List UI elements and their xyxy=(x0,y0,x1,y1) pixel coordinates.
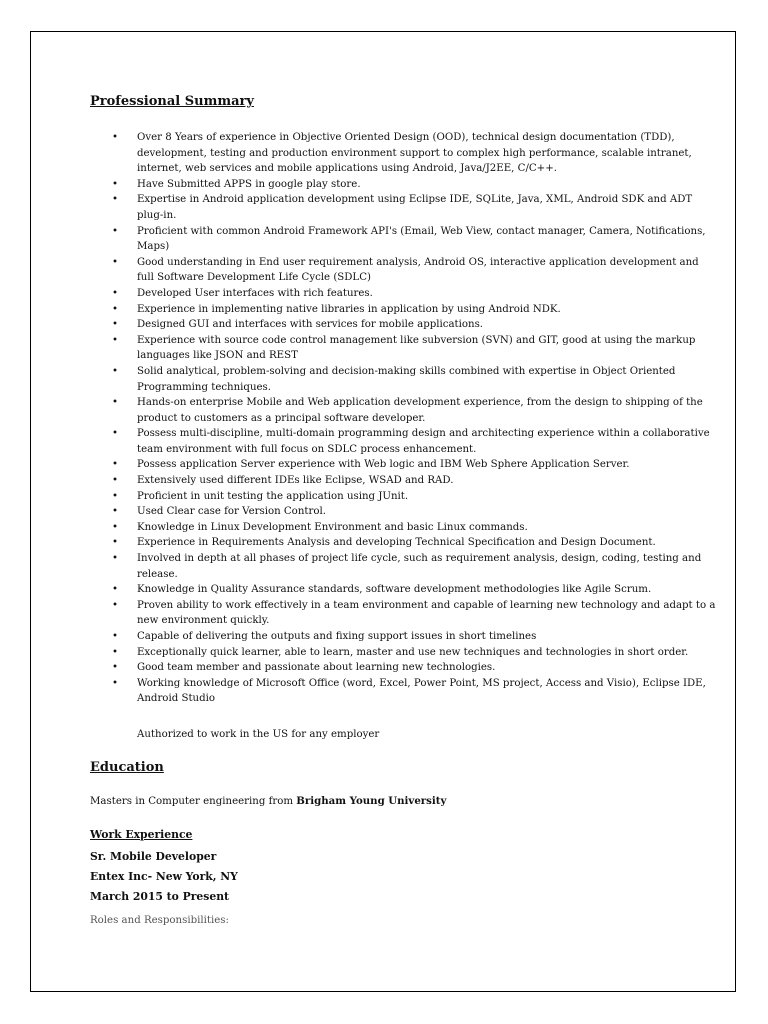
list-item: • Knowledge in Quality Assurance standards, software development methodologies like Agile Scrum. xyxy=(137,582,717,598)
list-item: • Designed GUI and interfaces with services for mobile applications. xyxy=(137,317,717,333)
summary-list xyxy=(111,130,717,707)
list-item: • Working knowledge of Microsoft Office (word, Excel, Power Point, MS project, Access and Visio), Eclipse IDE, Android Studio xyxy=(137,676,717,707)
job-company: Entex Inc- New York, NY xyxy=(90,870,238,883)
education-degree: Masters in Computer engineering from xyxy=(90,796,297,807)
list-item: • Possess application Server experience with Web logic and IBM Web Sphere Application Server. xyxy=(137,457,717,473)
list-item: • Used Clear case for Version Control. xyxy=(137,504,717,520)
professional-summary-heading: Professional Summary xyxy=(90,94,254,109)
list-item: • Hands-on enterprise Mobile and Web application development experience, from the design to shipping of the product to customers as a principal software developer. xyxy=(137,395,717,426)
job-dates: March 2015 to Present xyxy=(90,890,230,903)
job-title: Sr. Mobile Developer xyxy=(90,850,217,863)
list-item: • Proven ability to work effectively in a team environment and capable of learning new technology and adapt to a new environment quickly. xyxy=(137,598,717,629)
list-item: • Proficient with common Android Framework API's (Email, Web View, contact manager, Camera, Notifications, Maps) xyxy=(137,224,717,255)
work-authorization-text: Authorized to work in the US for any employer xyxy=(137,729,380,740)
work-experience-heading: Work Experience xyxy=(90,828,193,841)
list-item: • Experience in implementing native libraries in application by using Android NDK. xyxy=(137,302,717,318)
list-item: • Good team member and passionate about learning new technologies. xyxy=(137,660,717,676)
list-item: • Developed User interfaces with rich features. xyxy=(137,286,717,302)
list-item: • Have Submitted APPS in google play store. xyxy=(137,177,717,193)
list-item: • Exceptionally quick learner, able to learn, master and use new techniques and technologies in short order. xyxy=(137,645,717,661)
list-item: • Possess multi-discipline, multi-domain programming design and architecting experience within a collaborative team environment with full focus on SDLC process enhancement. xyxy=(137,426,717,457)
list-item: • Experience with source code control management like subversion (SVN) and GIT, good at using the markup languages like JSON and REST xyxy=(137,333,717,364)
list-item: • Involved in depth at all phases of project life cycle, such as requirement analysis, design, coding, testing and release. xyxy=(137,551,717,582)
list-item: • Extensively used different IDEs like Eclipse, WSAD and RAD. xyxy=(137,473,717,489)
list-item: • Capable of delivering the outputs and fixing support issues in short timelines xyxy=(137,629,717,645)
list-item: • Good understanding in End user requirement analysis, Android OS, interactive application development and full Software Development Life Cycle (SDLC) xyxy=(137,255,717,286)
list-item: • Over 8 Years of experience in Objective Oriented Design (OOD), technical design documentation (TDD), development, testing and production environment support to complex high performance, scalable intranet, internet, web services and mobile applications using Android, Java/J2EE, C/C++. xyxy=(137,130,717,177)
roles-label: Roles and Responsibilities: xyxy=(90,915,229,926)
list-item: • Solid analytical, problem-solving and decision-making skills combined with expertise in Object Oriented Programming techniques. xyxy=(137,364,717,395)
list-item: • Knowledge in Linux Development Environment and basic Linux commands. xyxy=(137,520,717,536)
education-entry xyxy=(90,794,446,810)
resume-page xyxy=(30,31,736,992)
education-university: Brigham Young University xyxy=(296,795,447,807)
list-item: • Proficient in unit testing the application using JUnit. xyxy=(137,489,717,505)
education-heading: Education xyxy=(90,760,164,775)
list-item: • Experience in Requirements Analysis and developing Technical Specification and Design Document. xyxy=(137,535,717,551)
list-item: • Expertise in Android application development using Eclipse IDE, SQLite, Java, XML, Android SDK and ADT plug-in. xyxy=(137,192,717,223)
